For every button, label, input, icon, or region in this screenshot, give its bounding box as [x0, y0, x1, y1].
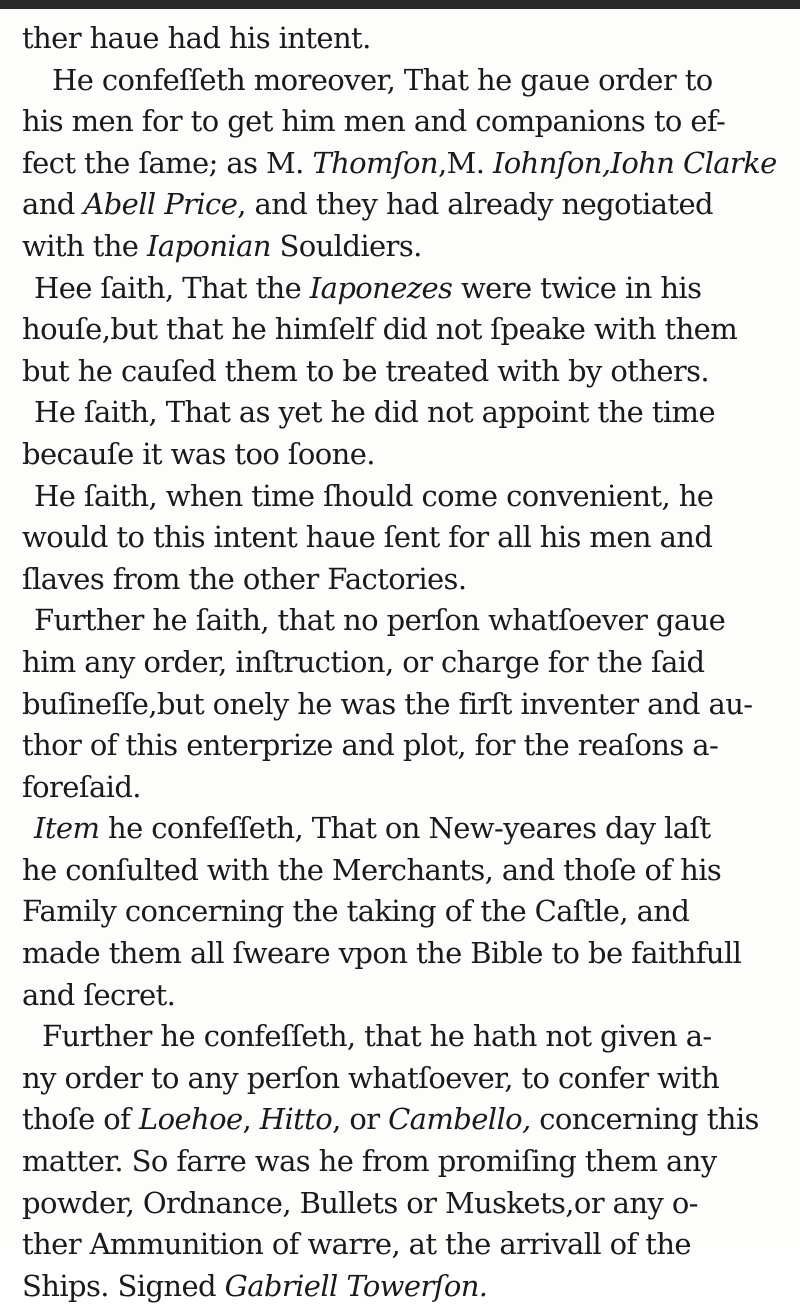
text-line: him any order, inſtruction, or charge for the ſaid: [22, 644, 705, 679]
text-line: would to this intent haue ſent for all his men and: [22, 520, 713, 555]
text-line: ther Ammunition of warre, at the arrivall of the: [22, 1227, 691, 1262]
name-abell-price: Abell Price: [83, 187, 238, 222]
signature-line: Ships. Signed Gabriell Towerſon.: [22, 1268, 488, 1303]
place-loehoe: Loehoe: [138, 1102, 243, 1137]
text-line: thor of this enterprize and plot, for the reaſons a-: [22, 728, 719, 763]
body-text: [0, 18, 795, 1307]
text-line: made them all ſweare vpon the Bible to be faithfull: [22, 936, 742, 971]
text-line: Family concerning the taking of the Caſtle, and: [22, 894, 690, 929]
text-line: thoſe of Loehoe, Hitto, or Cambello, concerning this: [22, 1102, 759, 1137]
paragraph-start-line: Further he confeſſeth, that he hath not given a-: [42, 1019, 712, 1054]
text-line: ny order to any perſon whatſoever, to confer with: [22, 1060, 720, 1095]
name-johnson-clarke: Iohnſon,Iohn Clarke: [492, 145, 777, 180]
text-line: houſe,but that he himſelf did not ſpeake with them: [22, 312, 738, 347]
text-line: with the Iaponian Souldiers.: [22, 228, 422, 263]
place-cambello: Cambello,: [388, 1102, 531, 1137]
text-line: foreſaid.: [22, 769, 141, 804]
text-line: powder, Ordnance, Bullets or Muskets,or any o-: [22, 1185, 698, 1220]
name-thomson: Thomſon: [312, 145, 438, 180]
place-hitto: Hitto: [259, 1102, 333, 1137]
text-line: he conſulted with the Merchants, and thoſe of his: [22, 852, 722, 887]
text-line: and Abell Price, and they had already negotiated: [22, 187, 714, 222]
text-line: buſineſſe,but onely he was the firſt inventer and au-: [22, 686, 753, 721]
paragraph-start-line: Further he ſaith, that no perſon whatſoever gaue: [34, 603, 726, 638]
text-line: and ſecret.: [22, 977, 176, 1012]
paragraph-start-line: Hee ſaith, That the Iaponezes were twice in his: [34, 270, 702, 305]
text-line: matter. So farre was he from promiſing them any: [22, 1144, 717, 1179]
paragraph-start-line: He ſaith, when time ſhould come convenient, he: [34, 478, 714, 513]
text-line: ther haue had his intent.: [22, 21, 371, 55]
text-line: but he cauſed them to be treated with by others.: [22, 353, 710, 388]
paragraph-start-line: Item he confeſſeth, That on New-yeares day laſt: [34, 811, 711, 846]
text-line: ſlaves from the other Factories.: [22, 561, 467, 596]
text-line: fect the ſame; as M. Thomſon,M. Iohnſon,Iohn Clarke: [22, 145, 777, 180]
top-rule: [0, 0, 800, 9]
signature-name: Gabriell Towerſon.: [224, 1268, 488, 1303]
paragraph-start-line: He ſaith, That as yet he did not appoint the time: [34, 395, 716, 430]
paragraph-start-line: He confeſſeth moreover, That he gaue order to: [52, 62, 713, 97]
text-line: becauſe it was too ſoone.: [22, 436, 375, 471]
text-line: his men for to get him men and companions to ef-: [22, 104, 726, 139]
